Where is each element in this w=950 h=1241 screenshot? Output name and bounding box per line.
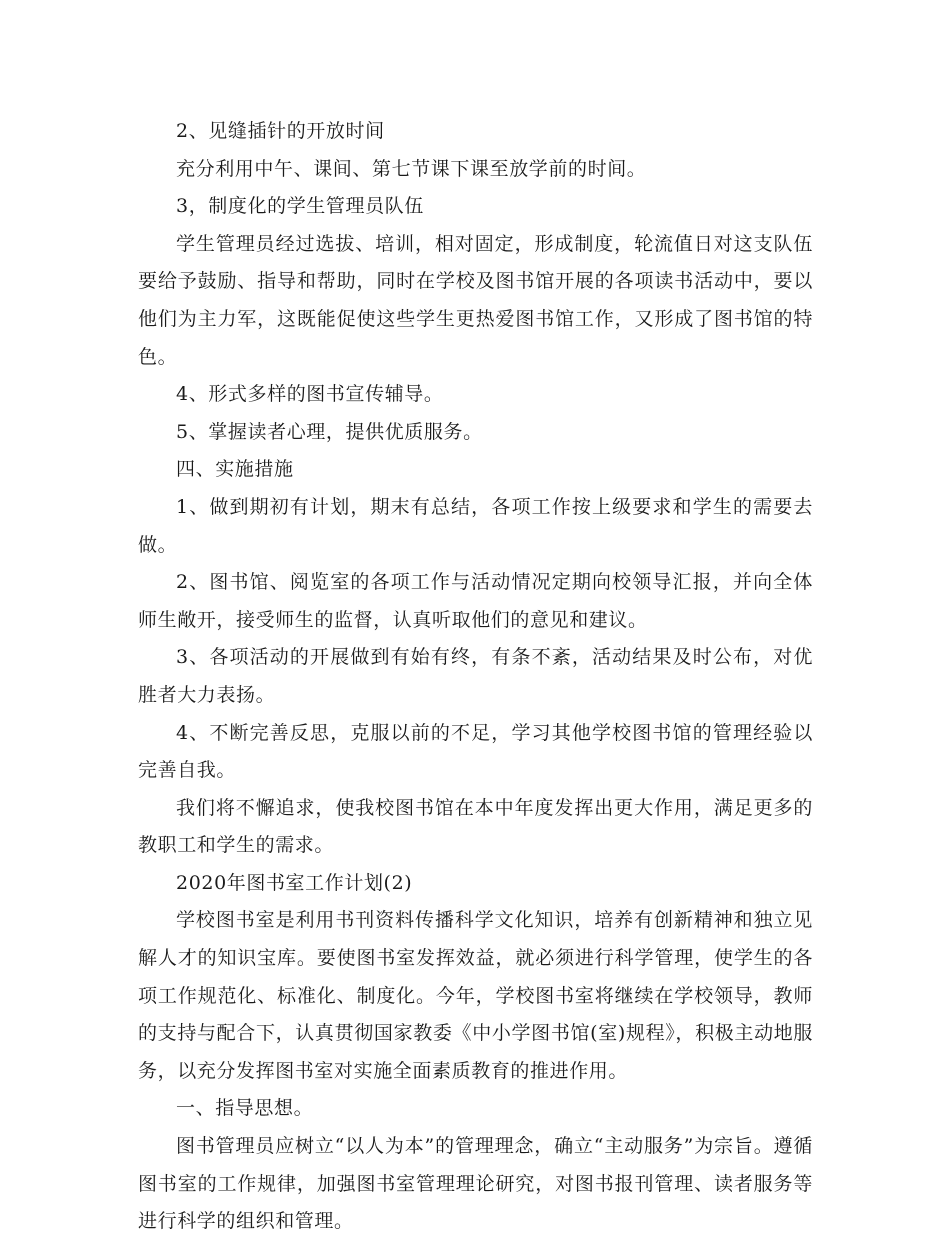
measure-item-3: 3、各项活动的开展做到有始有终，有条不紊，活动结果及时公布，对优胜者大力表扬。 <box>138 646 813 706</box>
measure-item-2: 2、图书馆、阅览室的各项工作与活动情况定期向校领导汇报，并向全体师生敞开，接受师生的监督，认真听取他们的意见和建议。 <box>138 571 813 631</box>
document-body <box>138 113 813 1241</box>
plan-title: 2020年图书室工作计划(2) <box>176 871 413 894</box>
measure-item-4: 4、不断完善反思，克服以前的不足，学习其他学校图书馆的管理经验以完善自我。 <box>138 721 813 782</box>
paragraph-student-staff: 学生管理员经过选拔、培训，相对固定，形成制度，轮流值日对这支队伍要给予鼓励、指导和帮助，同时在学校及图书馆开展的各项读书活动中，要以他们为主力军，这既能促使这些学生更热爱图书馆工作，又形成了图书馆的特色。 <box>138 232 813 368</box>
paragraph-guiding-ideology: 图书管理员应树立“以人为本”的管理理念，确立“主动服务”为宗旨。遵循图书室的工作规律，加强图书室管理理论研究，对图书报刊管理、读者服务等进行科学的组织和管理。 <box>138 1135 813 1233</box>
item-promotion: 4、形式多样的图书宣传辅导。 <box>176 383 444 406</box>
heading-open-hours: 2、见缝插针的开放时间 <box>176 120 385 142</box>
section-heading-measures: 四、实施措施 <box>176 458 294 481</box>
measure-item-1: 1、做到期初有计划，期末有总结，各项工作按上级要求和学生的需要去做。 <box>138 495 813 556</box>
section-heading-guiding-ideology: 一、指导思想。 <box>176 1097 314 1120</box>
item-reader-service: 5、掌握读者心理，提供优质服务。 <box>176 420 483 443</box>
intro-paragraph: 学校图书室是利用书刊资料传播科学文化知识，培养有创新精神和独立见解人才的知识宝库。要使图书室发挥效益，就必须进行科学管理，使学生的各项工作规范化、标准化、制度化。今年，学校图书室将继续在学校领导，教师的支持与配合下，认真贯彻国家教委《中小学图书馆(室)规程》，积极主动地服务，以充分发挥图书室对实施全面素质教育的推进作用。 <box>138 909 813 1082</box>
paragraph-open-hours: 充分利用中午、课间、第七节课下课至放学前的时间。 <box>176 157 647 180</box>
closing-paragraph: 我们将不懈追求，使我校图书馆在本中年度发挥出更大作用，满足更多的教职工和学生的需求。 <box>138 796 813 857</box>
heading-student-staff: 3，制度化的学生管理员队伍 <box>176 195 424 218</box>
